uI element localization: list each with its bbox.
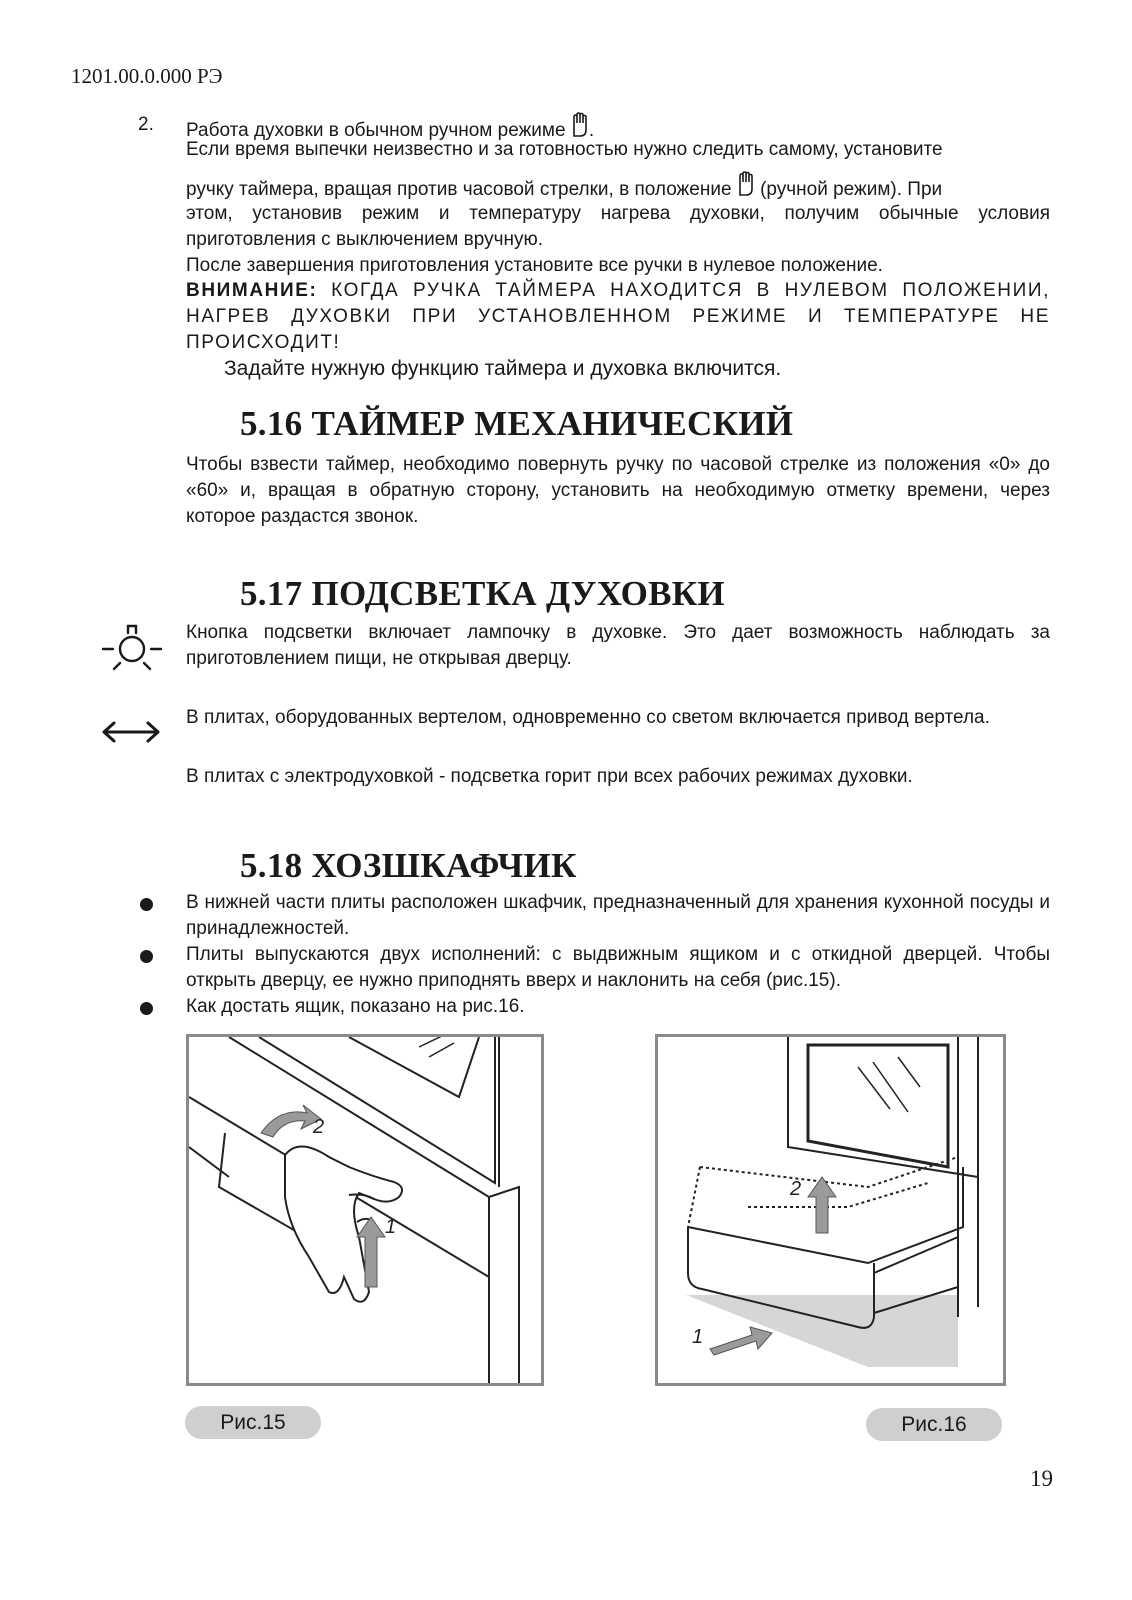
manual-mode-line3: этом, установив режим и температуру нагрева духовки, получим обычные условия приготовления с выключением вручную. [186,203,1050,250]
figure-16-caption: Рис.16 [866,1408,1002,1441]
section-516-title: 5.16 ТАЙМЕР МЕХАНИЧЕСКИЙ [240,404,794,443]
section-518-title: 5.18 ХОЗШКАФЧИК [240,846,577,885]
section-517-title: 5.17 ПОДСВЕТКА ДУХОВКИ [240,574,725,613]
section-517-text2: В плитах, оборудованных вертелом, одновременно со светом включается привод вертела. [186,707,990,728]
bullet-dot [140,898,153,911]
section-517-text1: Кнопка подсветки включает лампочку в духовке. Это дает возможность наблюдать за приготовлением пищи, не открывая дверцу. [186,622,1050,669]
warning-block [186,278,1050,356]
manual-mode-line2b: (ручной режим). При [760,179,943,200]
spit-icon [98,718,164,751]
figure-16-label-2: 2 [790,1178,802,1200]
set-timer-text: Задайте нужную функцию таймера и духовка включится. [224,357,782,380]
list-item: В нижней части плиты расположен шкафчик, предназначенный для хранения кухонной посуды и принадлежностей. [186,892,1050,939]
figure-15-label-2: 2 [313,1116,325,1138]
manual-mode-title-end: . [588,120,595,141]
section-516-text: Чтобы взвести таймер, необходимо повернуть ручку по часовой стрелке из положения «0» до «60» и, вращая в обратную сторону, установить на необходимую отметку времени, через которое раздастся звонок. [186,454,1050,527]
page-number: 19 [1030,1466,1053,1491]
figure-15-illustration [189,1037,541,1383]
manual-mode-line2a: ручку таймера, вращая против часовой стрелки, в положение [186,179,732,200]
bullet-dot [140,950,153,963]
figure-16-label-1: 1 [692,1326,704,1348]
figure-15 [186,1034,544,1386]
bullet-dot [140,1002,153,1015]
manual-mode-title-text: Работа духовки в обычном ручном режиме [186,120,566,141]
manual-mode-line4: После завершения приготовления установите все ручки в нулевое положение. [186,255,883,276]
figure-15-label-1: 1 [385,1216,397,1238]
list-item: Плиты выпускаются двух исполнений: с выдвижным ящиком и с откидной дверцей. Чтобы открыть дверцу, ее нужно приподнять вверх и наклонить на себя (рис.15). [186,944,1050,991]
section-517-text3: В плитах с электродуховкой - подсветка горит при всех рабочих режимах духовки. [186,766,913,787]
list-item: Как достать ящик, показано на рис.16. [186,996,525,1017]
manual-mode-line1: Если время выпечки неизвестно и за готовностью нужно следить самому, установите [186,139,943,160]
item-number: 2. [138,114,154,135]
hand-icon [737,171,755,205]
document-code: 1201.00.0.000 РЭ [71,64,223,88]
figure-16 [655,1034,1006,1386]
figure-15-caption: Рис.15 [185,1406,321,1439]
warning-label: ВНИМАНИЕ: [186,280,318,301]
figure-16-illustration [658,1037,1003,1383]
lamp-icon [100,623,164,684]
warning-text: КОГДА РУЧКА ТАЙМЕРА НАХОДИТСЯ В НУЛЕВОМ ПОЛОЖЕНИИ, НАГРЕВ ДУХОВКИ ПРИ УСТАНОВЛЕННОМ РЕЖИМЕ И ТЕМПЕРАТУРЕ НЕ ПРОИСХОДИТ! [186,280,1050,353]
manual-mode-line2 [186,171,1050,205]
